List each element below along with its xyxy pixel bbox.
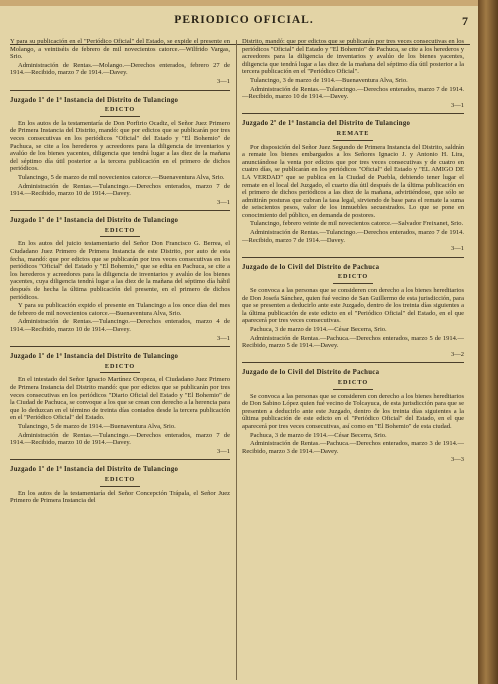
legal-notice: [10, 90, 230, 207]
notice-paragraph: Y para su publicación en el "Periódico Oficial" del Estado, se expide el presente en Molango, a veintiséis de febrero de mil novecientos catorce.—Wilfrido Vargas, Srio.: [10, 38, 230, 61]
notice-type-label: REMATE: [336, 129, 370, 137]
notice-subrule: [333, 389, 373, 390]
notice-separator-rule: [10, 90, 230, 91]
legal-notice: [242, 113, 464, 253]
notice-court-heading: Juzgado de lo Civil del Distrito de Pachuca: [242, 263, 380, 271]
notice-court-heading: Juzgado 1º de 1ª Instancia del Distrito de Tulancingo: [10, 466, 179, 474]
notice-separator-rule: [10, 346, 230, 347]
legal-notice: [242, 38, 464, 109]
notice-paragraph: Se convoca a las personas que se consideren con derecho a los bienes hereditarios de Don Josefa Sánchez, quien fué vecino de San Guillermo de esta jurisdicción, para que se presenten a deducirlo ante este Juzgado, dentro de los treinta días siguientes a la última publicación de este edicto en el "Periódico Oficial" del Estado, en el que aparecerá por tres veces consecutivas.: [242, 287, 464, 325]
notice-subrule: [333, 140, 373, 141]
notice-subrule: [100, 236, 140, 237]
notice-insertion-count: 3—1: [217, 334, 230, 342]
notice-type-label: EDICTO: [337, 378, 369, 386]
notice-subrule: [333, 283, 373, 284]
notice-paragraph: Administración de Rentas.—Pachuca.—Derechos enterados, marzo 3 de 1914.—Recibido, marzo 3 de 1914.—Davey.: [242, 440, 464, 455]
notice-paragraph: Y para su publicación expido el presente en Tulancingo a los once días del mes de febrero de mil novecientos catorce.—Buenaventura Alva, Srio.: [10, 302, 230, 317]
notice-subrule: [100, 372, 140, 373]
notice-separator-rule: [10, 459, 230, 460]
notice-paragraph: Administración de Rentas.—Tulancingo.—Derechos enterados, marzo 4 de 1914.—Recibido, marzo 10 de 1914.—Davey.: [10, 318, 230, 333]
notice-separator-rule: [242, 257, 464, 258]
notice-court-heading: Juzgado 1º de 1ª Instancia del Distrito de Tulancingo: [10, 353, 179, 361]
notice-paragraph: En los autos del juicio testamentario del Señor Don Francisco G. Berrea, el Ciudadano Juez Primero de Primera Instancia de este Distrito, por auto de esta fecha, mandó: que por edictos que se publicarán por tres veces consecutivas en los periódicos "Oficial" del Estado y "El Bohemio," que se edita en Pachuca, se cite a los herederos y acreedores para la diligencia de inventarios y avalúo de los bienes yacentes, cuya diligencia tendrá lugar a las diez de la mañana del séptimo día hábil después de hecha la última publicación del presente, en el primero de dichos periódicos.: [10, 240, 230, 301]
notice-insertion-count: 3—1: [451, 101, 464, 109]
notice-type-label: EDICTO: [337, 273, 369, 281]
notice-paragraph: Tulancingo, 3 de marzo de 1914.—Buenaventura Alva, Srio.: [250, 76, 408, 84]
notice-subrule: [100, 486, 140, 487]
notice-paragraph: Tulancingo, febrero veinte de mil novecientos catorce.—Salvador Freixanet, Srio.: [250, 220, 464, 228]
legal-notice: [10, 210, 230, 342]
page-top-edge: [0, 0, 478, 6]
notice-court-heading: Juzgado 2º de 1ª Instancia del Distrito de Tulancingo: [242, 120, 411, 128]
notice-paragraph: Por disposición del Señor Juez Segundo de Primera Instancia del Distrito, saldrán a remate los bienes embargados a los Señores Ignacio J. y Antonio H. Lira, anunciándose la venta por edictos que por tres veces consecutivas y de cuatro en cuatro días, se publicarán en los periódicos "Oficial" del Estado y "EL AMIGO DE LA VERDAD" que se publica en la Ciudad de Puebla, debiendo tener lugar el remate en el local del Juzgado, el cuarto día útil después de la última publicación en el primero de dichos periódicos a las diez de la mañana, advirtiéndose, que sólo se admitirán posturas que cubran la tasa legal, sirviendo de base para el remate la suma de seiscientos pesos, valor de los inmuebles secuestrados. Lo que se pone en conocimiento del público, en demanda de postores.: [242, 143, 464, 219]
notice-paragraph: Administración de Rentas.—Tulancingo.—Derechos enterados, marzo 7 de 1914.—Recibido, marzo 7 de 1914.—Davey.: [242, 229, 464, 244]
notice-court-heading: Juzgado 1º de 1ª Instancia del Distrito de Tulancingo: [10, 96, 179, 104]
notice-paragraph: Se convoca a las personas que se consideren con derecho a los bienes hereditarios de Don Sabino López quien fué vecino de Tolcayuca, de esta jurisdicción para que se presenten a deducirlo ante este Juzgado, dentro de los treinta días siguientes a la última publicación de este edicto en el "Periódico Oficial" del Estado, en el que aparecerá por tres veces consecutivas, así como en "El Bohemio" de esta ciudad.: [242, 392, 464, 430]
left-column: [10, 38, 230, 680]
notice-paragraph: Administración de Rentas.—Molango.—Derechos enterados, febrero 27 de 1914.—Recibido, marzo 7 de 1914.—Davey.: [10, 61, 230, 77]
column-divider: [236, 40, 237, 680]
notice-paragraph: Administración de Rentas.—Tulancingo.—Derechos enterados, marzo 7 de 1914.—Recibido, marzo 10 de 1914.—Davey.: [10, 431, 230, 447]
notice-type-label: EDICTO: [104, 106, 136, 114]
legal-notice: [10, 38, 230, 86]
notice-paragraph: Tulancingo, 5 de marzo de 1914.—Buenaventura Alva, Srio.: [18, 422, 176, 430]
notice-paragraph: Administración de Rentas.—Tulancingo.—Derechos enterados, marzo 7 de 1914.—Recibido, marzo 10 de 1914.—Davey.: [10, 182, 230, 198]
notice-paragraph: Tulancingo, 5 de marzo de mil novecientos catorce.—Buenaventura Alva, Srio.: [18, 173, 225, 181]
notice-paragraph: En los autos de la testamentaría de Don Porfirio Ocadiz, el Señor Juez Primero de Primera Instancia del Distrito, mandó: que por edictos que se publicarán por tres veces consecutivas en los periódicos "Oficial" del Estado y "El Bohemio" de Pachuca, se cite a los herederos y acreedores para la diligencia de inventarios y avalúo de los bienes yacentes, diligencia que tendrá lugar a las diez de la mañana del séptimo día útil posterior a la tercera publicación en el primero de dichos periódicos.: [10, 119, 230, 173]
notice-court-heading: Juzgado 1º de 1ª Instancia del Distrito de Tulancingo: [10, 217, 179, 225]
notice-type-label: EDICTO: [104, 362, 136, 370]
notice-type-label: EDICTO: [104, 475, 136, 483]
notice-separator-rule: [242, 113, 464, 114]
notice-separator-rule: [242, 362, 464, 363]
newspaper-title: PERIODICO OFICIAL.: [174, 14, 314, 26]
notice-insertion-count: 3—2: [451, 350, 464, 358]
notice-insertion-count: 3—1: [451, 245, 464, 253]
notice-paragraph: Distrito, mandó: que por edictos que se publicarán por tres veces consecutivas en los periódicos "Oficial" del Estado y "El Bohemio" de Pachuca, se cite a los herederos y acreedores para la diligencia de inventarios y avalúo de los bienes yacentes, diligencia que tendrá lugar a las diez de la mañana del séptimo día útil posterior a la tercera publicación en el "Periódico Oficial".: [242, 38, 464, 76]
notice-paragraph: Administración de Rentas.—Pachuca.—Derechos enterados, marzo 5 de 1914.—Recibido, marzo 5 de 1914.—Davey.: [242, 334, 464, 350]
page-number: 7: [462, 14, 468, 28]
right-column: [242, 38, 464, 680]
notice-insertion-count: 3—1: [217, 447, 230, 455]
notice-paragraph: En los autos de la testamentaría del Señor Concepción Trápala, el Señor Juez Primero de Primera Instancia del: [10, 489, 230, 505]
legal-notice: [10, 346, 230, 455]
notice-paragraph: Administración de Rentas.—Tulancingo.—Derechos enterados, marzo 7 de 1914.—Recibido, marzo 10 de 1914.—Davey.: [242, 85, 464, 101]
legal-notice: [242, 257, 464, 359]
notice-paragraph: En el intestado del Señor Ignacio Martínez Oropeza, el Ciudadano Juez Primero de Primera Instancia del Distrito mandó: que por edictos que se publicarán por tres veces consecutivas en los periódicos "Diario Oficial del Estado y "El Bohemio" de la Ciudad de Pachuca, se convoque a los que se crean con derecho a la herencia para que lo deduzcan en el término de treinta días contados desde la tercera publicación en el "Periódico Oficial" del Estado.: [10, 376, 230, 422]
notice-insertion-count: 3—3: [451, 456, 464, 464]
legal-notice: [10, 459, 230, 504]
page-header: [10, 8, 478, 38]
notice-subrule: [100, 116, 140, 117]
notice-type-label: EDICTO: [104, 226, 136, 234]
notice-paragraph: Pachuca, 3 de marzo de 1914.—César Becerra, Srio.: [250, 326, 387, 333]
book-spine: [478, 0, 498, 684]
legal-notice: [242, 362, 464, 464]
notice-insertion-count: 3—1: [217, 198, 230, 206]
notice-separator-rule: [10, 210, 230, 211]
notice-insertion-count: 3—1: [217, 77, 230, 85]
notice-court-heading: Juzgado de lo Civil del Distrito de Pachuca: [242, 369, 380, 377]
notice-paragraph: Pachuca, 3 de marzo de 1914.—César Becerra, Srio.: [250, 431, 387, 439]
